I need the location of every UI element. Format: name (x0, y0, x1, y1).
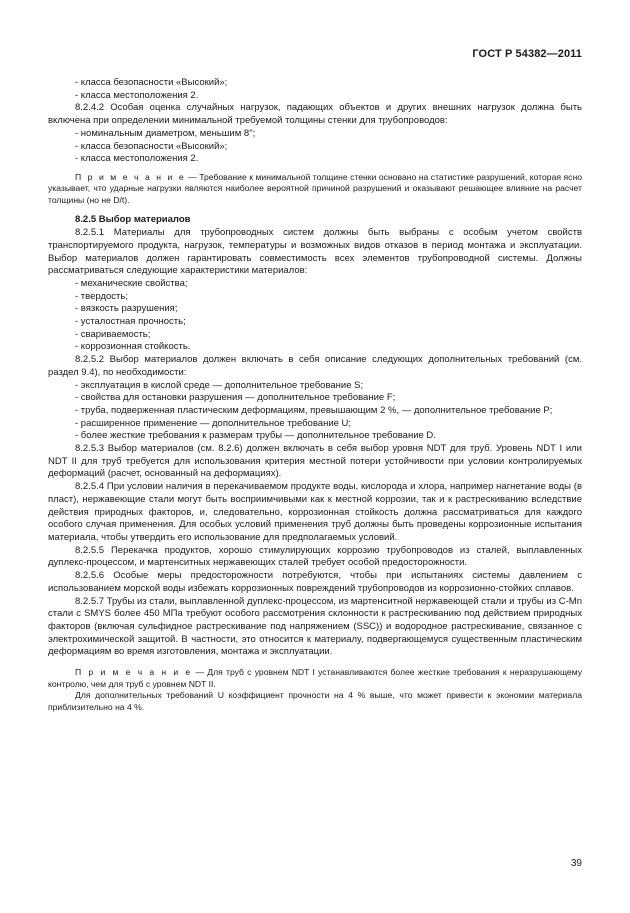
paragraph: 8.2.5.4 При условии наличия в перекачиваемом продукте воды, кислорода и хлора, например нагнетание воды (в пласт), нержавеющие стали могут быть восприимчивыми как к местной коррозии, так и к растрескиванию вследствие действия природных факторов, и, следовательно, коррозионная стойкость должна рассматриваться для каждого особого случая применения. Для особых условий применения труб должны быть проведены коррозионные испытания материала, чтобы утвердить его использование для предполагаемых условий. (48, 481, 582, 543)
paragraph: 8.2.5.3 Выбор материалов (см. 8.2.6) должен включать в себя выбор уровня NDT для труб. Уровень NDT I или NDT II для труб требуется для использования критерия местной потери устойчивости при условии контролируемых деформаций (расчет, основанный на деформациях). (48, 443, 582, 480)
paragraph: 8.2.5.7 Трубы из стали, выплавленной дуплекс-процессом, из мартенситной нержавеющей стали и трубы из C-Mn стали с SMYS более 450 МПа требуют особого рассмотрения склонности к растрескиванию под действием природных факторов (включая сульфидное растрескивание под напряжением (SSC)) и водородное растрескивание, связанное с электрохимической защитой. В частности, это относится к материалу, подвергающемуся существенным пластическим деформациям во время изготовления, монтажа и эксплуатации. (48, 595, 582, 658)
list-item: - класса местоположения 2. (75, 153, 199, 165)
page-number: 39 (570, 858, 582, 869)
list-item: - расширенное применение — дополнительное требование U; (75, 417, 352, 429)
list-item: - труба, подверженная пластическим деформациям, превышающим 2 %, — дополнительное требование P; (75, 404, 553, 416)
paragraph: 8.2.5.6 Особые меры предосторожности потребуются, чтобы при испытаниях системы давлением с использованием морской воды избежать коррозионных повреждений трубопроводов из коррозионно-стойких сплавов. (48, 570, 582, 594)
list-item: - усталостная прочность; (75, 316, 186, 328)
list-item: - коррозионная стойкость. (75, 341, 191, 353)
note-label: П р и м е ч а н и е (75, 667, 193, 678)
note-text: — Требование к минимальной толщине стенки основано на статистике разрушений, которая ясно указывает, что ударные нагрузки являются наиболее вероятной причиной разрушений и оказывают решающее влияние на расчет толщины (но не D/t). (48, 171, 582, 205)
section-heading: 8.2.5 Выбор материалов (75, 214, 191, 226)
paragraph: 8.2.5.5 Перекачка продуктов, хорошо стимулирующих коррозию трубопроводов из сталей, выплавленных дуплекс-процессом, и мартенситных нержавеющих сталей требует особой предосторожности. (48, 544, 582, 569)
note (48, 172, 582, 207)
list-item: - номинальным диаметром, меньшим 8"; (75, 127, 256, 139)
list-item: - класса местоположения 2. (75, 89, 199, 101)
list-item: - механические свойства; (75, 277, 188, 289)
document-body (48, 77, 582, 713)
note: Для дополнительных требований U коэффициент прочности на 4 % выше, что может привести к экономии материала приблизительно на 4 %. (48, 690, 582, 712)
standard-code: ГОСТ Р 54382—2011 (472, 48, 582, 60)
list-item: - твердость; (75, 290, 128, 302)
paragraph: 8.2.5.1 Материалы для трубопроводных систем должны быть выбраны с особым учетом свойств транспортируемого продукта, нагрузок, температуры и возможных видов отказов в период монтажа и эксплуатации. Выбор материалов должен гарантировать совместимость всех элементов трубопроводной системы. Должны рассматриваться следующие характеристики материалов: (48, 227, 582, 277)
note (48, 667, 582, 690)
list-item: - свойства для остановки разрушения — дополнительное требование F; (75, 392, 396, 404)
paragraph: 8.2.4.2 Особая оценка случайных нагрузок, падающих объектов и других внешних нагрузок должна быть включена при определении минимальной требуемой толщины стенки для трубопроводов: (48, 102, 582, 127)
paragraph: 8.2.5.2 Выбор материалов должен включать в себя описание следующих дополнительных требований (см. раздел 9.4), по необходимости: (48, 354, 582, 378)
list-item: - вязкость разрушения; (75, 303, 178, 315)
list-item: - более жесткие требования к размерам трубы — дополнительное требование D. (75, 430, 436, 442)
list-item: - класса безопасности «Высокий»; (75, 77, 228, 88)
note-label: П р и м е ч а н и е (75, 171, 186, 182)
list-item: - эксплуатация в кислой среде — дополнительное требование S; (75, 379, 364, 391)
list-item: - свариваемость; (75, 328, 151, 340)
list-item: - класса безопасности «Высокий»; (75, 140, 228, 152)
note-text: — Для труб с уровнем NDT I устанавливаются более жесткие требования к неразрушающему контролю, чем для труб с уровнем NDT II. (48, 667, 582, 689)
